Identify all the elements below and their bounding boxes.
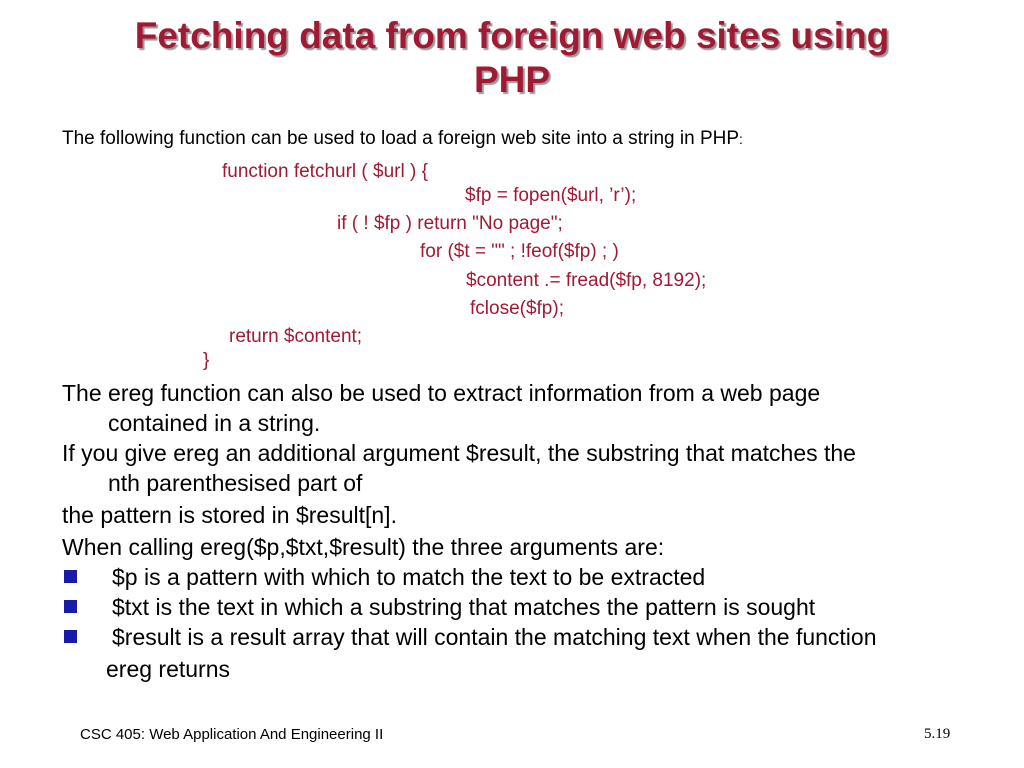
paragraph-2-line-2: nth parenthesised part of [108,470,363,496]
code-line-3: if ( ! $fp ) return "No page"; [337,213,563,234]
square-bullet-icon [64,630,77,643]
square-bullet-icon [64,570,77,583]
code-line-5: $content .= fread($fp, 8192); [466,270,707,291]
code-line-1: function fetchurl ( $url ) { [222,161,428,182]
bullet-text-3: $result is a result array that will contain the matching text when the function [112,624,877,650]
code-line-7: return $content; [229,326,363,347]
bullet-3-continuation: ereg returns [106,656,231,682]
bullet-text-2: $txt is the text in which a substring that matches the pattern is sought [112,594,816,620]
paragraph-3: the pattern is stored in $result[n]. [62,502,397,528]
code-line-6: fclose($fp); [470,298,564,319]
code-line-2: $fp = fopen($url, ’r’); [465,185,637,206]
code-line-8: } [203,350,210,371]
square-bullet-icon [64,600,77,613]
slide-title-line-1: Fetching data from foreign web sites using [134,15,890,56]
paragraph-4: When calling ereg($p,$txt,$result) the three arguments are: [62,534,665,560]
footer-slide-number: 5.19 [924,726,951,742]
code-line-4: for ($t = "" ; !feof($fp) ; ) [420,241,619,262]
intro-sentence: The following function can be used to load a foreign web site into a string in PHP [62,128,740,149]
paragraph-2-line-1: If you give ereg an additional argument $result, the substring that matches the [62,440,856,466]
paragraph-1-line-1: The ereg function can also be used to extract information from a web page [62,380,821,406]
footer-course-name: CSC 405: Web Application And Engineering II [80,726,384,743]
slide-title-line-2: PHP [473,59,551,100]
paragraph-1-line-2: contained in a string. [108,410,321,436]
bullet-text-1: $p is a pattern with which to match the text to be extracted [112,564,706,590]
intro-text [62,126,743,152]
slide-title [0,14,1024,102]
intro-colon: : [739,131,743,147]
